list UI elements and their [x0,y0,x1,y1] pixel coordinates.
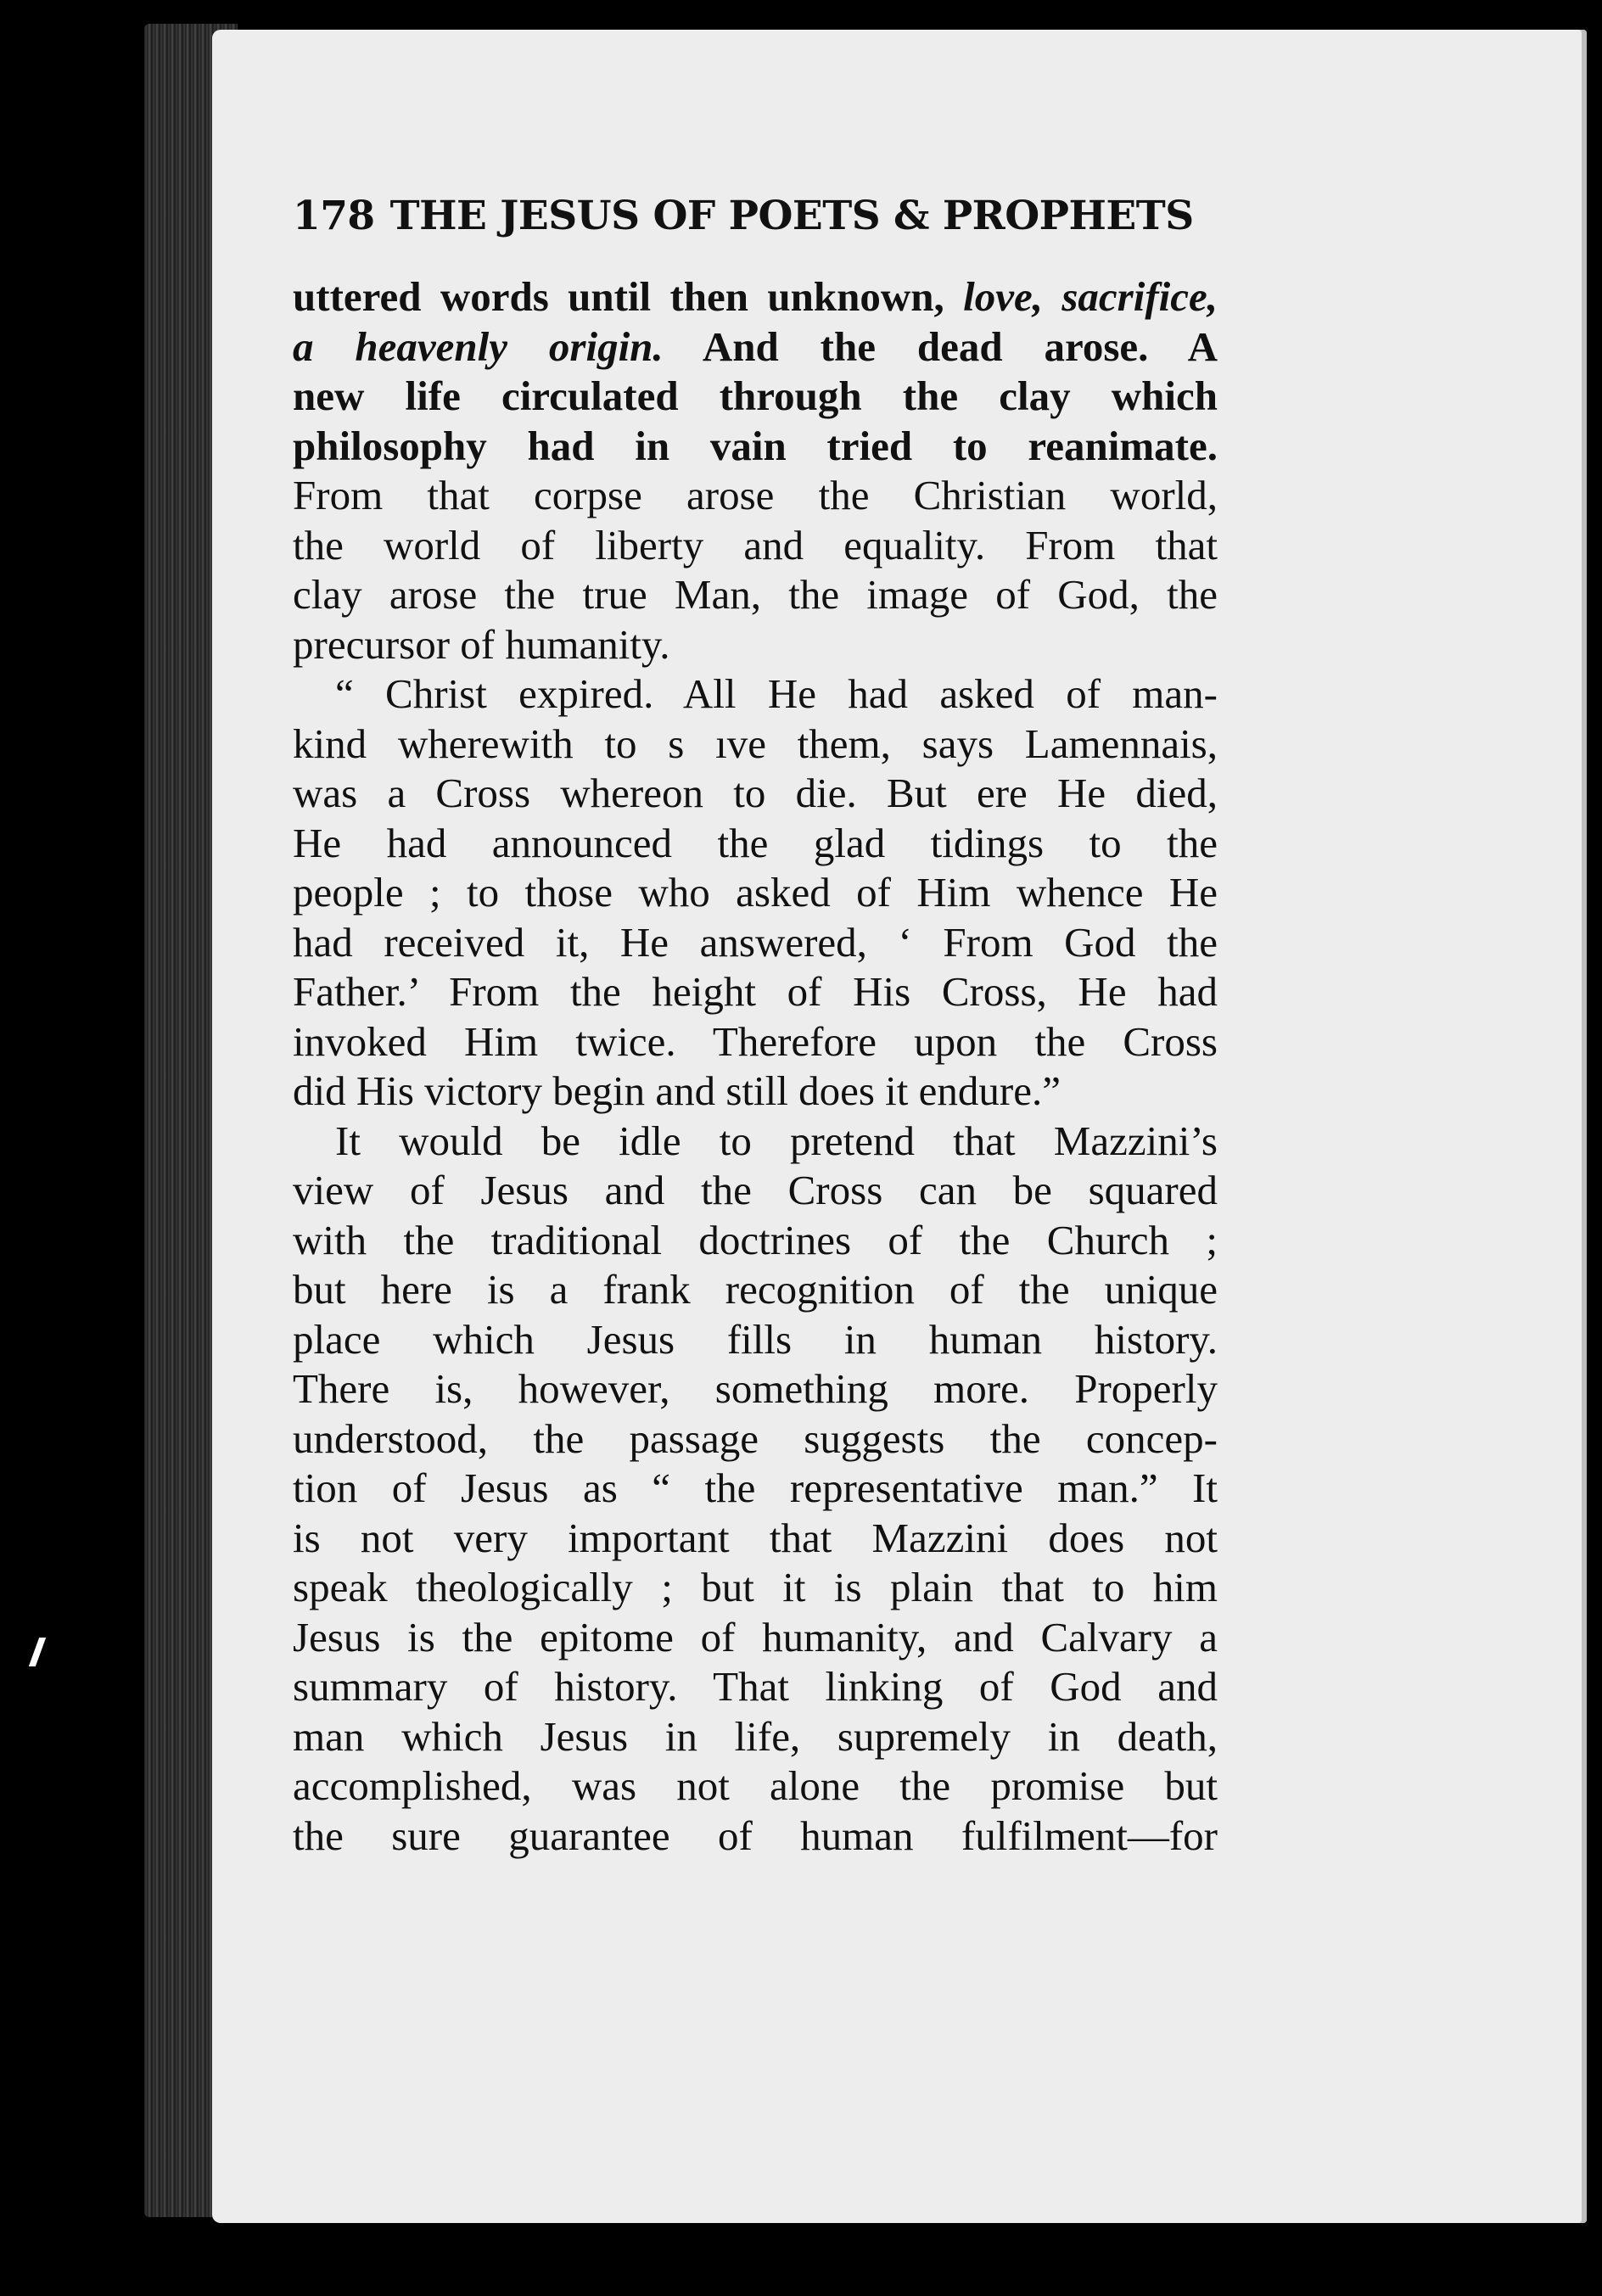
text-line: new life circulated through the clay which [293,372,1218,419]
text-line: was a Cross whereon to die. But ere He died, [293,770,1218,816]
text-line: He had announced the glad tidings to the [293,819,1218,866]
text-line: Father.’ From the height of His Cross, He had [293,968,1218,1015]
text-line: did His victory begin and still does it endure.” [293,1067,1061,1114]
text-line: a heavenly origin. And the dead arose. A [293,322,1218,370]
text-line: invoked Him twice. Therefore upon the Cross [293,1017,1218,1065]
body-text [293,272,1218,1861]
text-line: There is, however, something more. Properly [293,1365,1218,1412]
text-line: “ Christ expired. All He had asked of man- [335,670,1218,717]
page-number: 178 [293,193,375,239]
text-line: precursor of humanity. [293,620,670,668]
text-line: tion of Jesus as “ the representative man.” It [293,1464,1218,1511]
text-line: It would be idle to pretend that Mazzini’s [335,1117,1218,1164]
text-line: summary of history. That linking of God and [293,1663,1218,1710]
running-title: THE JESUS OF POETS & PROPHETS [389,193,1194,239]
text-line: the sure guarantee of human fulfilment—for [293,1812,1218,1859]
text-line: philosophy had in vain tried to reanimate. [293,422,1218,469]
text-line: view of Jesus and the Cross can be squared [293,1167,1218,1213]
text-line: is not very important that Mazzini does not [293,1514,1218,1561]
text-line: the world of liberty and equality. From that [293,521,1218,568]
text-line: Jesus is the epitome of humanity, and Calvary a [293,1613,1218,1660]
text-line: place which Jesus fills in human history. [293,1315,1218,1363]
text-line: kind wherewith to s ıve them, says Lamennais, [293,720,1218,767]
text-line: uttered words until then unknown, love, sacrifice, [293,273,1218,320]
text-line: man which Jesus in life, supremely in death, [293,1712,1218,1760]
margin-mark [29,1638,46,1666]
text-line: understood, the passage suggests the concep- [293,1414,1218,1462]
text-line: with the traditional doctrines of the Church ; [293,1216,1218,1263]
text-line: clay arose the true Man, the image of God, the [293,571,1218,618]
running-head [293,191,1421,242]
text-line: From that corpse arose the Christian world, [293,472,1218,518]
text-line: speak theologically ; but it is plain that to him [293,1564,1218,1610]
text-line: but here is a frank recognition of the unique [293,1266,1218,1313]
text-line: accomplished, was not alone the promise but [293,1762,1218,1809]
text-line: people ; to those who asked of Him whence He [293,869,1218,916]
text-line: had received it, He answered, ‘ From God the [293,918,1218,966]
page-content [293,191,1421,1861]
